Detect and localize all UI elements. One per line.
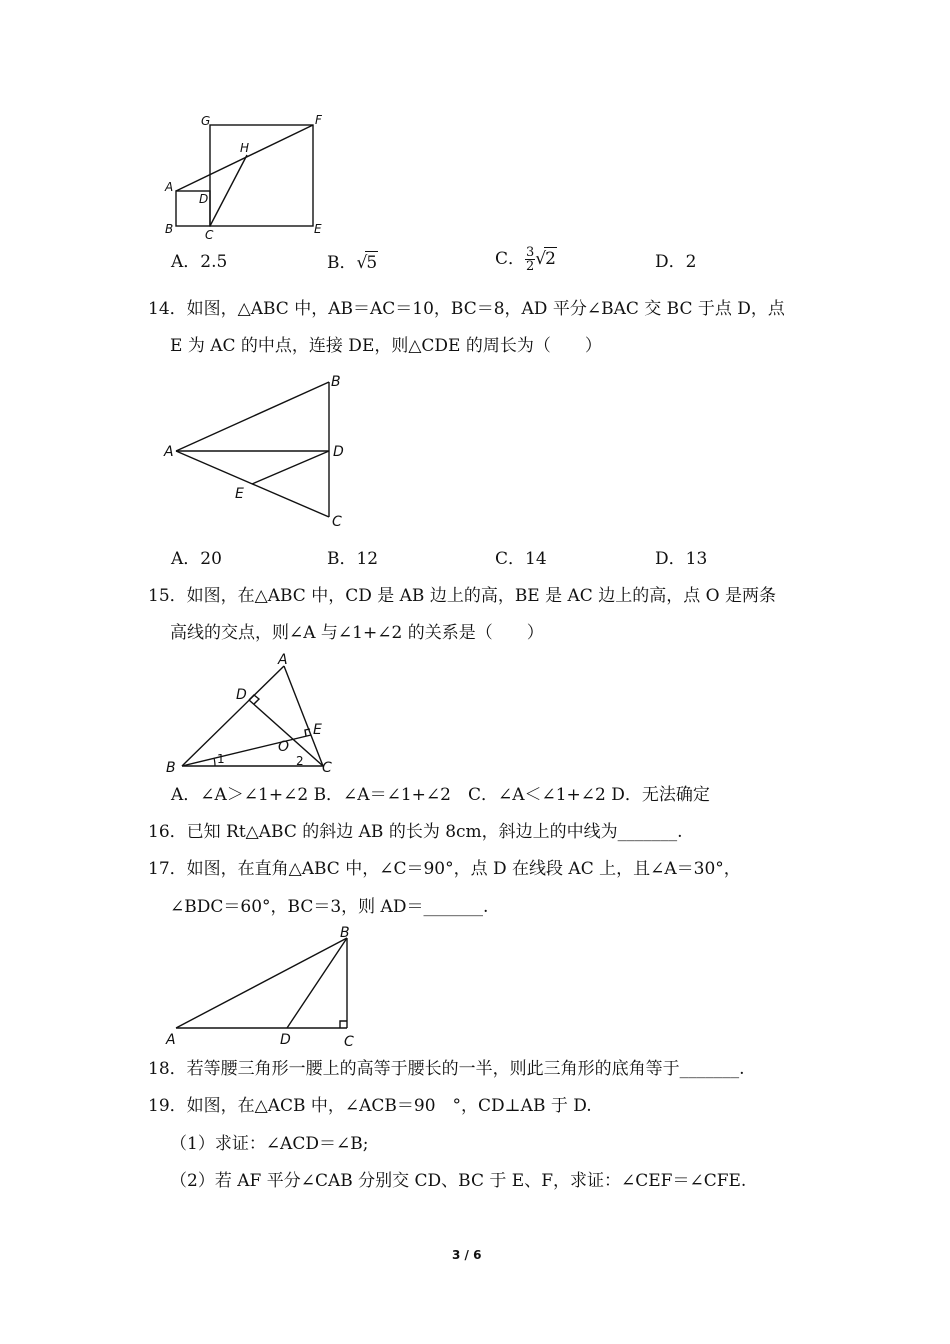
label-H: H	[240, 141, 250, 155]
sqrt-sign-icon: √	[356, 253, 368, 273]
q13-option-c-prefix: C．	[495, 249, 526, 269]
q15-options: A．∠A＞∠1+∠2 B．∠A＝∠1+∠2 C．∠A＜∠1+∠2 D．无法确定	[171, 785, 710, 805]
label-E: E	[313, 722, 322, 738]
label-D: D	[280, 1032, 291, 1048]
q13-option-b-radicand: 5	[366, 253, 378, 273]
label-angle-1: 1	[217, 752, 225, 766]
q14-option-a: A．20	[171, 549, 222, 569]
label-D: D	[199, 192, 209, 206]
q18-text: 18．若等腰三角形一腰上的高等于腰长的一半，则此三角形的底角等于_______.	[148, 1059, 745, 1079]
label-D: D	[333, 444, 344, 460]
q13-option-b	[327, 251, 378, 274]
q13-option-b-prefix: B．	[327, 253, 357, 273]
q14-line2: E 为 AC 的中点，连接 DE，则△CDE 的周长为（ ）	[170, 336, 602, 356]
q14-option-d: D．13	[655, 549, 708, 569]
q17-line1: 17．如图，在直角△ABC 中，∠C＝90°，点 D 在线段 AC 上，且∠A＝30°，	[148, 859, 741, 879]
label-B: B	[340, 925, 350, 941]
q13-option-a: A．2.5	[171, 252, 228, 272]
q17-line2: ∠BDC＝60°，BC＝3，则 AD＝_______.	[170, 897, 489, 917]
label-A: A	[165, 180, 174, 194]
label-D: D	[236, 687, 247, 703]
q14-line1: 14．如图，△ABC 中，AB＝AC＝10，BC＝8，AD 平分∠BAC 交 BC 于点 D，点	[148, 299, 785, 319]
fraction-numerator: 3	[526, 245, 535, 260]
label-A: A	[166, 1032, 176, 1048]
q15-line1: 15．如图，在△ABC 中，CD 是 AB 边上的高，BE 是 AC 边上的高，点 O 是两条	[148, 586, 776, 606]
label-A: A	[164, 444, 174, 460]
page-number: 3 / 6	[452, 1248, 482, 1262]
label-C: C	[332, 514, 342, 530]
q19-part2: （2）若 AF 平分∠CAB 分别交 CD、BC 于 E、F，求证：∠CEF＝∠CFE.	[170, 1171, 747, 1191]
figure-q13	[160, 112, 340, 242]
q13-option-d: D．2	[655, 252, 697, 272]
label-C: C	[322, 760, 332, 776]
figure-q14	[160, 370, 360, 535]
fraction	[525, 246, 535, 273]
q15-line2: 高线的交点，则∠A 与∠1+∠2 的关系是（ ）	[170, 623, 544, 643]
sqrt-sign-icon: √	[535, 249, 547, 269]
label-E: E	[314, 222, 322, 236]
label-G: G	[201, 114, 211, 128]
q13-option-c	[495, 246, 557, 273]
label-B: B	[166, 760, 176, 776]
label-A: A	[278, 652, 288, 668]
figure-q15	[160, 648, 350, 778]
fraction-denominator: 2	[526, 259, 535, 274]
figure-q17	[160, 922, 370, 1052]
q19-part1: （1）求证：∠ACD＝∠B;	[170, 1134, 369, 1154]
label-F: F	[315, 113, 322, 127]
label-B: B	[165, 222, 174, 236]
label-angle-2: 2	[296, 754, 304, 768]
label-B: B	[331, 374, 341, 390]
label-C: C	[344, 1034, 354, 1050]
q14-option-b: B．12	[327, 549, 379, 569]
q19-line1: 19．如图，在△ACB 中，∠ACB＝90 °，CD⊥AB 于 D.	[148, 1096, 592, 1116]
label-O: O	[278, 739, 290, 755]
label-E: E	[235, 486, 244, 502]
q14-option-c: C．14	[495, 549, 547, 569]
q13-option-c-radicand: 2	[545, 249, 556, 269]
q16-text: 16．已知 Rt△ABC 的斜边 AB 的长为 8cm，斜边上的中线为_______.	[148, 822, 683, 842]
label-C: C	[205, 228, 214, 242]
